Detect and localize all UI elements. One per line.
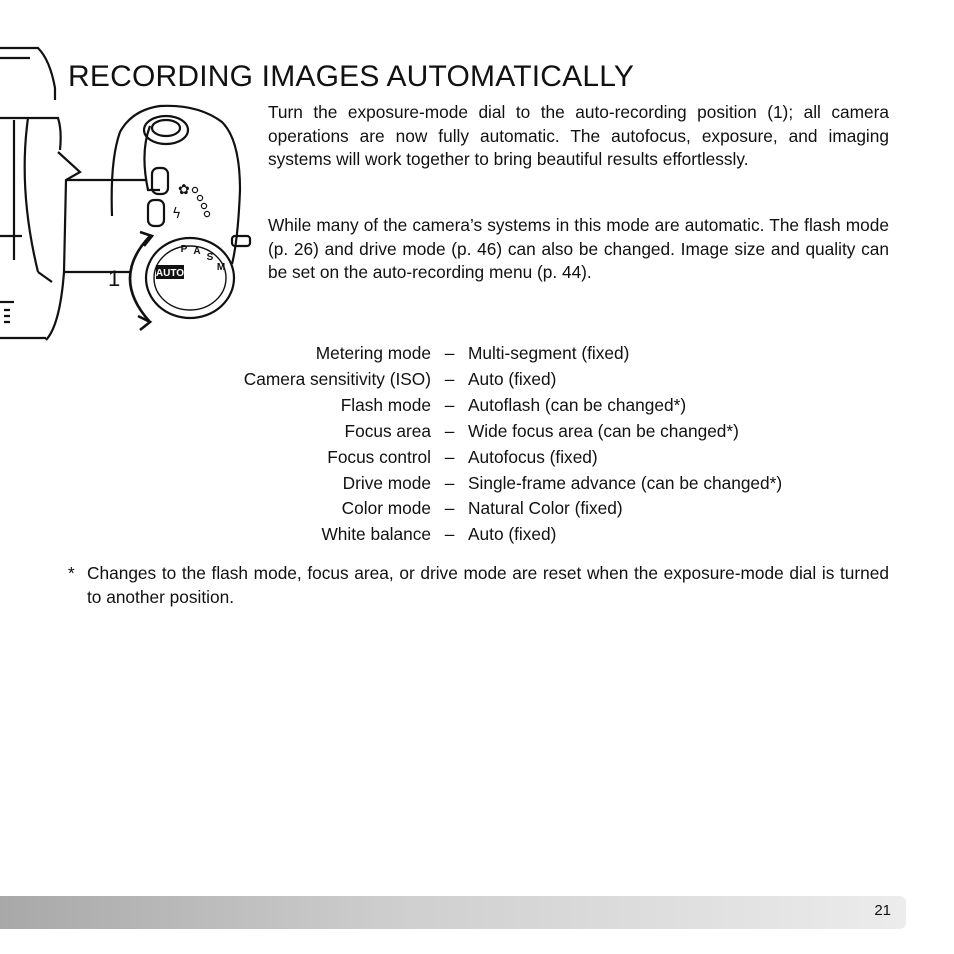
svg-text:ϟ: ϟ: [172, 206, 182, 222]
footer-bar: [0, 896, 906, 929]
footnote-marker: *: [68, 563, 75, 583]
setting-value: Autofocus (fixed): [468, 446, 598, 467]
settings-row: [0, 471, 954, 497]
settings-row: [0, 367, 954, 393]
separator-dash: –: [444, 343, 455, 363]
settings-row: [0, 341, 954, 367]
setting-label: Focus control: [327, 446, 431, 467]
separator-dash: –: [444, 394, 455, 415]
camera-illustration: [0, 40, 260, 350]
separator-dash: –: [444, 472, 455, 493]
separator-dash: –: [444, 524, 455, 545]
setting-value: Multi-segment (fixed): [468, 343, 630, 363]
setting-value: Auto (fixed): [468, 524, 557, 545]
separator-dash: –: [444, 446, 455, 467]
setting-label: Flash mode: [340, 394, 431, 415]
setting-value: Single-frame advance (can be changed*): [468, 472, 783, 493]
dial-auto-label: AUTO: [155, 268, 185, 279]
page-number: 21: [874, 902, 891, 919]
setting-label: Metering mode: [315, 343, 431, 363]
dial-letter-a: A: [193, 246, 201, 257]
dial-letter-m: M: [216, 262, 226, 273]
footnote: [68, 562, 889, 609]
footnote-text: Changes to the flash mode, focus area, or drive mode are reset when the exposure-mode dial is turned to another position.: [87, 563, 889, 607]
dial-letter-p: P: [180, 244, 188, 255]
settings-row: [0, 445, 954, 471]
setting-value: Natural Color (fixed): [468, 498, 623, 519]
intro-paragraph-1: Turn the exposure-mode dial to the auto-recording position (1); all camera operations are now fully automatic. The autofocus, exposure, and imaging systems will work together to bring beautiful results effortlessly.: [268, 102, 889, 169]
page-title: RECORDING IMAGES AUTOMATICALLY: [68, 60, 635, 93]
setting-label: Color mode: [341, 498, 431, 519]
separator-dash: –: [444, 498, 455, 519]
setting-label: Camera sensitivity (ISO): [243, 368, 431, 389]
settings-row: [0, 393, 954, 419]
svg-text:✿: ✿: [178, 182, 190, 198]
separator-dash: –: [444, 420, 455, 441]
setting-value: Auto (fixed): [468, 368, 557, 389]
settings-table: [0, 341, 954, 548]
settings-row: [0, 419, 954, 445]
callout-number: 1: [108, 266, 121, 291]
setting-label: Focus area: [344, 420, 431, 441]
setting-value: Autoflash (can be changed*): [468, 394, 687, 415]
intro-paragraph-2: While many of the camera’s systems in this mode are automatic. The flash mode (p. 26) and drive mode (p. 46) can also be changed. Image size and quality can be set on the auto-recording menu (p. 44).: [268, 215, 889, 282]
dial-letter-s: S: [206, 252, 214, 263]
settings-row: [0, 522, 954, 548]
settings-row: [0, 496, 954, 522]
setting-label: Drive mode: [342, 472, 431, 493]
setting-label: White balance: [321, 524, 431, 545]
separator-dash: –: [444, 368, 455, 389]
setting-value: Wide focus area (can be changed*): [468, 420, 739, 441]
